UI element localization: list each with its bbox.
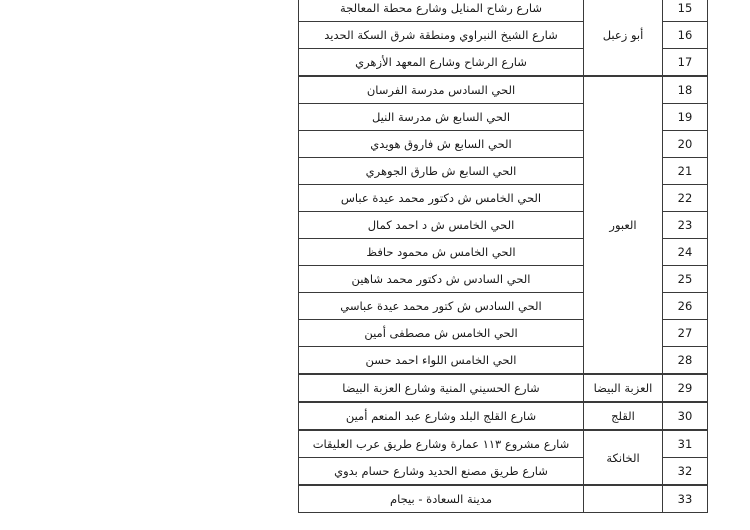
street-cell: الحي الخامس ش دكتور محمد عيدة عباس — [299, 185, 584, 212]
row-number: 27 — [663, 320, 708, 347]
street-cell: الحي الخامس اللواء احمد حسن — [299, 347, 584, 375]
area-cell-empty — [584, 485, 663, 513]
street-cell: شارع الحسيني المنية وشارع العزبة البيضا — [299, 374, 584, 402]
row-number: 32 — [663, 458, 708, 486]
row-number: 31 — [663, 430, 708, 458]
row-number: 21 — [663, 158, 708, 185]
area-cell-ezba-beida: العزبة البيضا — [584, 374, 663, 402]
row-number: 30 — [663, 402, 708, 430]
row-number: 20 — [663, 131, 708, 158]
street-cell: الحي السابع ش مدرسة النيل — [299, 104, 584, 131]
street-cell: شارع رشاح المنايل وشارع محطة المعالجة — [299, 0, 584, 22]
area-cell-obour: العبور — [584, 76, 663, 374]
street-cell: الحي الخامس ش محمود حافظ — [299, 239, 584, 266]
street-cell: الحي السادس مدرسة الفرسان — [299, 76, 584, 104]
street-cell: شارع طريق مصنع الحديد وشارع حسام بدوي — [299, 458, 584, 486]
row-number: 19 — [663, 104, 708, 131]
street-cell: الحي السادس ش دكتور محمد شاهين — [299, 266, 584, 293]
row-number: 17 — [663, 49, 708, 77]
table-row — [299, 374, 708, 402]
row-number: 15 — [663, 0, 708, 22]
street-cell: الحي الخامس ش د احمد كمال — [299, 212, 584, 239]
row-number: 22 — [663, 185, 708, 212]
table-row — [299, 485, 708, 513]
table-row — [299, 430, 708, 458]
row-number: 29 — [663, 374, 708, 402]
street-cell: مدينة السعادة - بيجام — [299, 485, 584, 513]
street-cell: شارع الرشاح وشارع المعهد الأزهري — [299, 49, 584, 77]
area-cell-abu-zaabal: أبو زعبل — [584, 0, 663, 76]
row-number: 25 — [663, 266, 708, 293]
row-number: 24 — [663, 239, 708, 266]
row-number: 23 — [663, 212, 708, 239]
street-cell: الحي الخامس ش مصطفى أمين — [299, 320, 584, 347]
row-number: 28 — [663, 347, 708, 375]
row-number: 18 — [663, 76, 708, 104]
row-number: 16 — [663, 22, 708, 49]
row-number: 33 — [663, 485, 708, 513]
area-cell-khanka: الخانكة — [584, 430, 663, 485]
street-cell: الحي السادس ش كتور محمد عيدة عباسي — [299, 293, 584, 320]
table-row — [299, 0, 708, 22]
street-cell: الحي السابع ش طارق الجوهري — [299, 158, 584, 185]
street-cell: شارع القلج البلد وشارع عبد المنعم أمين — [299, 402, 584, 430]
area-cell-qalag: القلج — [584, 402, 663, 430]
table-row — [299, 76, 708, 104]
row-number: 26 — [663, 293, 708, 320]
street-cell: الحي السابع ش فاروق هويدي — [299, 131, 584, 158]
table-row — [299, 402, 708, 430]
street-cell: شارع مشروع ١١٣ عمارة وشارع طريق عرب العليقات — [299, 430, 584, 458]
streets-table — [298, 0, 708, 513]
street-cell: شارع الشيخ النبراوي ومنطقة شرق السكة الحديد — [299, 22, 584, 49]
